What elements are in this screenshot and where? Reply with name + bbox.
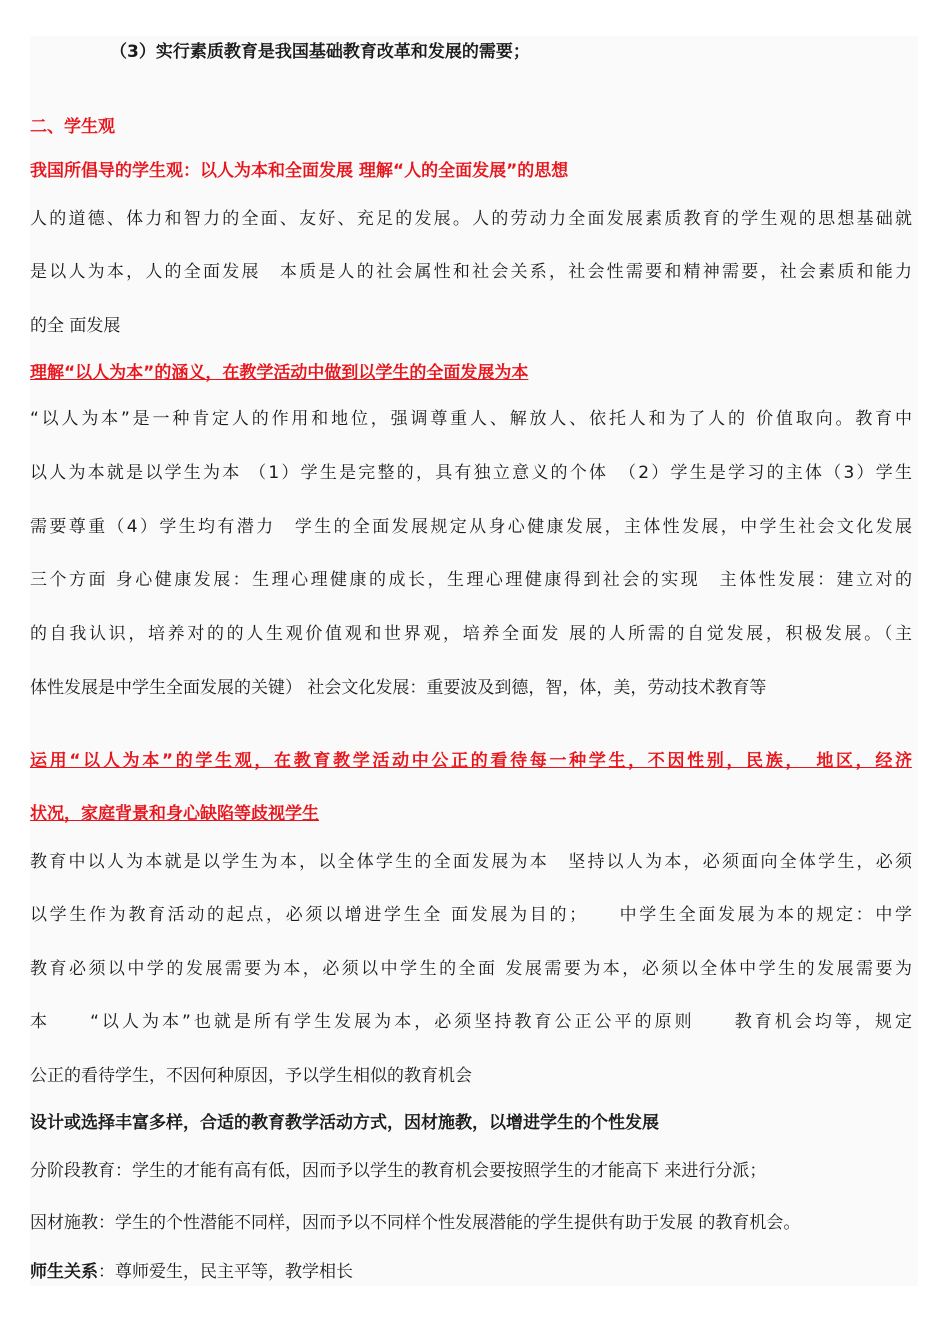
heading-advocated-view: 我国所倡导的学生观：以人为本和全面发展 理解“人的全面发展”的思想: [30, 161, 569, 181]
paragraph-line: 体性发展是中学生全面发展的关键） 社会文化发展：重要波及到德，智，体，美，劳动技术教育等: [30, 678, 767, 698]
teacher-student-text: ：尊师爱生，民主平等，教学相长: [98, 1262, 353, 1282]
section-title-student-view: 二、学生观: [30, 117, 115, 137]
document-page: [30, 36, 918, 1286]
paragraph-line: 以学生作为教育活动的起点，必须以增进学生全 面发展为目的； 中学生全面发展为本的规定：中学: [30, 905, 912, 925]
teacher-student-label: 师生关系: [30, 1262, 98, 1282]
paragraph-line: 以人为本就是以学生为本 （1）学生是完整的，具有独立意义的个体 （2）学生是学习的主体（3）学生: [30, 463, 912, 483]
heading-understand-people-oriented: 理解“以人为本”的涵义，在教学活动中做到以学生的全面发展为本: [30, 363, 529, 383]
paragraph-line: 教育必须以中学的发展需要为本，必须以中学生的全面 发展需要为本，必须以全体中学生的发展需要为: [30, 959, 912, 979]
paragraph-line: 因材施教：学生的个性潜能不同样，因而予以不同样个性发展潜能的学生提供有助于发展 的教育机会。: [30, 1213, 801, 1233]
teacher-student-relation: [30, 1261, 353, 1283]
heading-apply-people-oriented: 运用“以人为本”的学生观，在教育教学活动中公正的看待每一种学生，不因性别，民族， 地区，经济: [30, 751, 912, 771]
paragraph-line: 教育中以人为本就是以学生为本，以全体学生的全面发展为本 坚持以人为本，必须面向全体学生，必须: [30, 852, 912, 872]
paragraph-line: 公正的看待学生，不因何种原因，予以学生相似的教育机会: [30, 1066, 472, 1086]
paragraph-line: 需要尊重（4）学生均有潜力 学生的全面发展规定从身心健康发展，主体性发展，中学生社会文化发展: [30, 517, 912, 537]
heading-design-activities: 设计或选择丰富多样，合适的教育教学活动方式，因材施教，以增进学生的个性发展: [30, 1113, 659, 1133]
paragraph-line: “以人为本”是一种肯定人的作用和地位，强调尊重人、解放人、依托人和为了人的 价值取向。教育中: [30, 409, 912, 429]
heading-apply-people-oriented-cont: 状况，家庭背景和身心缺陷等歧视学生: [30, 804, 319, 824]
paragraph-line: 的全 面发展: [30, 316, 121, 336]
paragraph-line: 人的道德、体力和智力的全面、友好、充足的发展。人的劳动力全面发展素质教育的学生观的思想基础就: [30, 209, 912, 229]
paragraph-line: 是以人为本，人的全面发展 本质是人的社会属性和社会关系，社会性需要和精神需要，社会素质和能力: [30, 262, 912, 282]
paragraph-line: 三个方面 身心健康发展：生理心理健康的成长，生理心理健康得到社会的实现 主体性发展：建立对的: [30, 570, 912, 590]
paragraph-line: 的自我认识，培养对的的人生观价值观和世界观，培养全面发 展的人所需的自觉发展，积极发展。（主: [30, 624, 912, 644]
paragraph-line: 本 “以人为本”也就是所有学生发展为本，必须坚持教育公正公平的原则 教育机会均等，规定: [30, 1012, 912, 1032]
item-3: （3）实行素质教育是我国基础教育改革和发展的需要；: [110, 42, 530, 62]
paragraph-line: 分阶段教育：学生的才能有高有低，因而予以学生的教育机会要按照学生的才能高下 来进行分派；: [30, 1161, 767, 1181]
